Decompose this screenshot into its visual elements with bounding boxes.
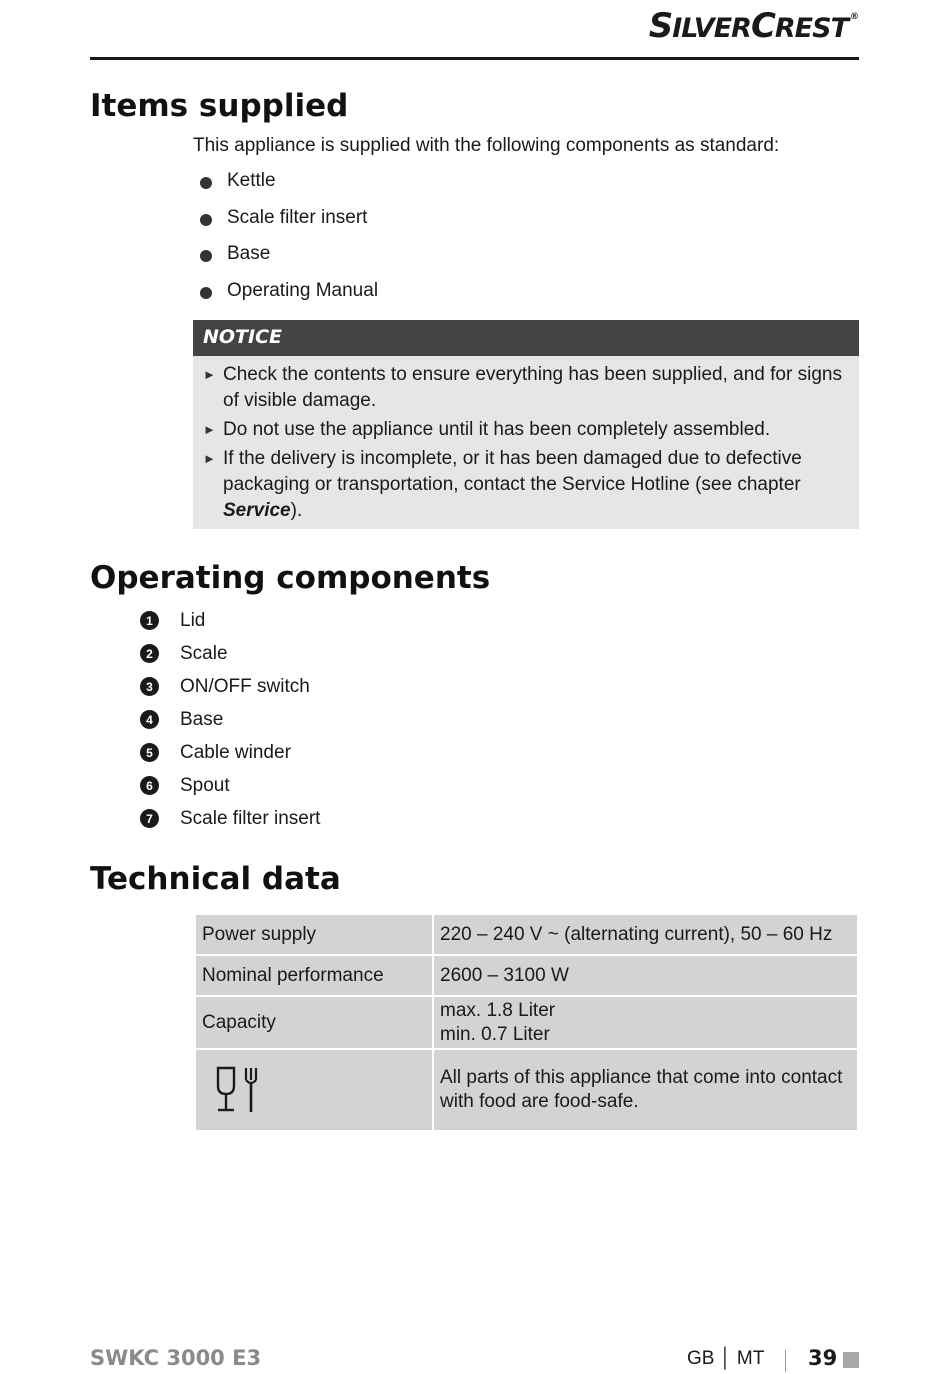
notice-item: ► If the delivery is incomplete, or it has been damaged due to defective packaging or transportation, contact the Service Hotline (see chapter Service). xyxy=(203,448,802,521)
notice-box xyxy=(193,320,859,529)
footer-divider xyxy=(785,1350,786,1372)
table-cell: max. 1.8 Liter min. 0.7 Liter xyxy=(433,996,858,1049)
table-row xyxy=(195,1049,858,1131)
list-item: 4 Base xyxy=(140,703,320,736)
footer-language: GB │ MT xyxy=(687,1348,765,1369)
table-cell: All parts of this appliance that come into contact with food are food-safe. xyxy=(433,1049,858,1131)
notice-item: ► Check the contents to ensure everything has been supplied, and for signs of visible damage. xyxy=(203,364,842,411)
number-badge: 1 xyxy=(140,611,159,630)
arrow-right-icon: ► xyxy=(203,451,216,466)
table-cell: 220 – 240 V ~ (alternating current), 50 – 60 Hz xyxy=(433,914,858,955)
arrow-right-icon: ► xyxy=(203,367,216,382)
bullet-icon xyxy=(200,214,212,226)
components-list xyxy=(140,604,320,835)
list-item: Base xyxy=(200,243,378,280)
list-item: Kettle xyxy=(200,170,378,207)
items-supplied-list xyxy=(200,170,378,316)
bullet-icon xyxy=(200,287,212,299)
table-row xyxy=(195,914,858,955)
list-item: Scale filter insert xyxy=(200,207,378,244)
footer-model: SWKC 3000 E3 xyxy=(90,1346,262,1370)
bullet-icon xyxy=(200,177,212,189)
food-safe-icon xyxy=(214,1064,260,1116)
number-badge: 4 xyxy=(140,710,159,729)
table-cell: 2600 – 3100 W xyxy=(433,955,858,996)
notice-title: NOTICE xyxy=(193,320,859,356)
items-supplied-intro: This appliance is supplied with the following components as standard: xyxy=(193,135,780,156)
number-badge: 2 xyxy=(140,644,159,663)
list-item: 3 ON/OFF switch xyxy=(140,670,320,703)
arrow-right-icon: ► xyxy=(203,422,216,437)
list-item: 1 Lid xyxy=(140,604,320,637)
bullet-icon xyxy=(200,250,212,262)
service-chapter-ref: Service xyxy=(223,500,291,521)
brand-logo: SILVERCREST ® xyxy=(648,6,858,46)
operating-components-heading: Operating components xyxy=(90,560,491,596)
list-item: 7 Scale filter insert xyxy=(140,802,320,835)
page-number: 39 xyxy=(808,1346,838,1370)
number-badge: 5 xyxy=(140,743,159,762)
table-cell: Power supply xyxy=(195,914,433,955)
table-row xyxy=(195,955,858,996)
items-supplied-heading: Items supplied xyxy=(90,88,349,124)
list-item: 5 Cable winder xyxy=(140,736,320,769)
table-row xyxy=(195,996,858,1049)
number-badge: 7 xyxy=(140,809,159,828)
notice-list xyxy=(193,356,859,524)
number-badge: 6 xyxy=(140,776,159,795)
technical-data-heading: Technical data xyxy=(90,861,341,897)
number-badge: 3 xyxy=(140,677,159,696)
list-item: 6 Spout xyxy=(140,769,320,802)
list-item: Operating Manual xyxy=(200,280,378,317)
square-icon xyxy=(843,1352,859,1368)
header-rule xyxy=(90,57,859,60)
table-cell: Nominal performance xyxy=(195,955,433,996)
table-cell: Capacity xyxy=(195,996,433,1049)
technical-data-table xyxy=(194,913,859,1132)
list-item: 2 Scale xyxy=(140,637,320,670)
notice-item: ► Do not use the appliance until it has been completely assembled. xyxy=(203,417,847,443)
table-cell xyxy=(195,1049,433,1131)
